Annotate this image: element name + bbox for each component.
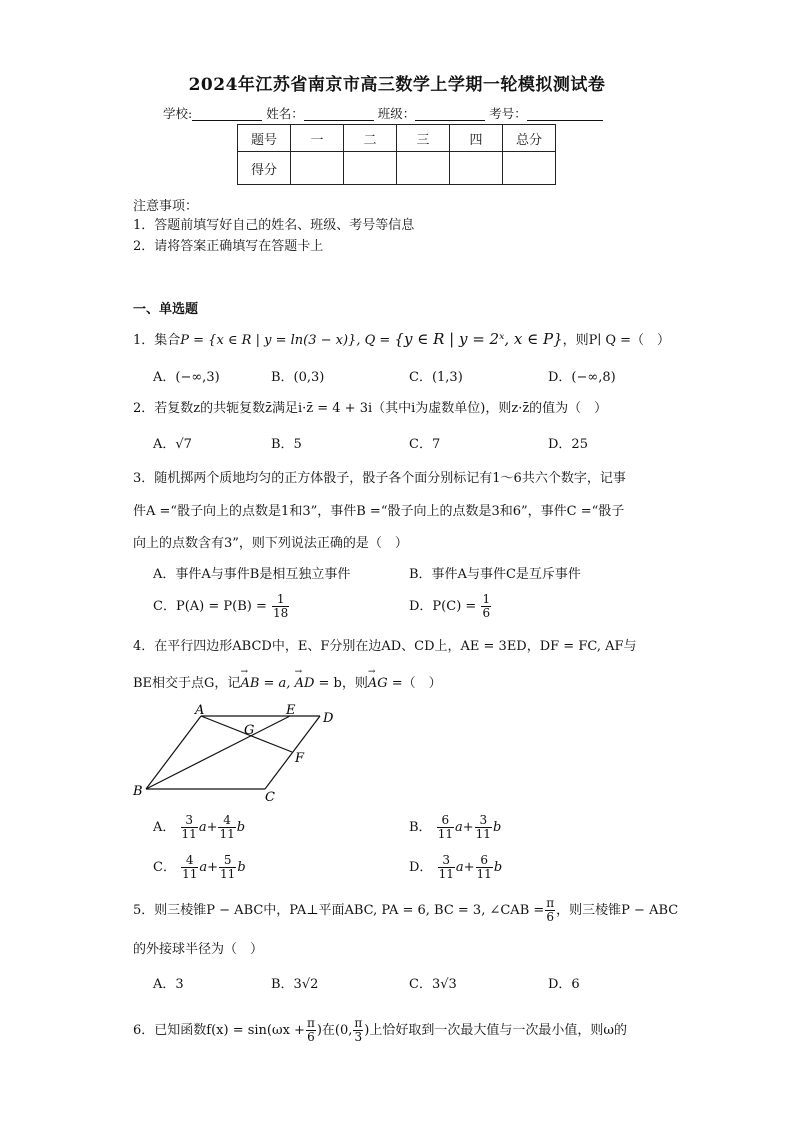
score-row-label: 得分 [238,152,291,185]
q5-option-c[interactable]: C．3√3 [409,977,457,992]
label-d: D [323,711,334,726]
fraction-numerator: 1 [482,592,491,606]
fraction-denominator: 11 [475,827,491,841]
q4-option-b[interactable]: B． $\frac{6}{11}$ a+ $\frac{3}{11}$ b [409,813,502,841]
score-table-header-row [238,125,556,152]
student-info-line [163,104,603,122]
fraction [272,593,289,620]
q4-option-d[interactable]: D． $\frac{3}{11}$ a+ $\frac{6}{11}$ b [409,853,503,881]
question-4-line: 4．在平行四边形ABCD中，E、F分别在边AD、CD上，AE = 3ED，DF = FC, AF与 [133,639,637,654]
question-5-line [133,897,678,924]
section-heading: 一、单选题 [133,302,199,317]
question-6-line [133,1017,627,1044]
q1-option-c[interactable]: C．(1,3) [409,370,463,385]
q5-text-end: ，则三棱锥P − ABC [556,903,679,918]
score-cell[interactable] [344,152,397,185]
q3-option-b[interactable]: B．事件A与事件C是互斥事件 [409,567,581,582]
q5-text: 5．则三棱锥P − ABC中，PA⊥平面ABC, PA = 6, BC = 3, ∠CAB = [133,903,545,918]
fraction-numerator: π [354,1016,363,1030]
fraction-denominator: 6 [546,910,555,924]
fraction [545,897,555,924]
parallelogram-figure [130,700,350,805]
label-a: A [195,703,205,718]
fraction-numerator: 5 [219,854,236,868]
q1-option-a[interactable]: A．(−∞,3) [153,370,220,385]
fraction [481,593,491,620]
label-g: G [244,723,255,738]
label-c: C [265,790,275,805]
q1-set-q: {y ∈ R | y = 2ˣ, x ∈ P} [394,330,563,348]
vector-b: b [492,820,502,835]
score-table [237,124,556,185]
score-table-row [238,152,556,185]
score-cell[interactable] [503,152,556,185]
exam-number-label: 考号： [489,106,527,121]
q4-option-c[interactable]: C． $\frac{4}{11}$ a+ $\frac{5}{11}$ b [153,853,246,881]
fraction [476,854,493,881]
score-cell[interactable] [397,152,450,185]
vector-a: a [454,820,463,835]
fraction-denominator: 6 [307,1030,315,1044]
question-3-line: 3．随机掷两个质地均匀的正方体骰子，骰子各个面分别标记有1～6共六个数字，记事 [133,471,626,486]
q5-option-b[interactable]: B．3√2 [271,977,319,992]
fraction [438,854,455,881]
exam-number-blank[interactable] [527,107,603,121]
question-3-line: 件A =“骰子向上的点数是1和3”，事件B =“骰子向上的点数是3和6”，事件C =“骰子 [133,504,625,519]
fraction-denominator: 11 [476,867,492,881]
fraction [306,1017,316,1044]
option-label: D． [409,860,433,875]
question-5-line: 的外接球半径为（ ） [133,942,264,957]
q4-text-end: =（ ） [387,676,442,691]
note-item: 2．请将答案正确填写在答题卡上 [133,239,324,254]
q4-text: BE相交于点G，记 [133,676,241,691]
fraction [437,814,454,841]
option-label: A． [153,820,176,835]
fraction-numerator: 1 [272,593,289,607]
score-cell[interactable] [450,152,503,185]
fraction [475,814,492,841]
school-blank[interactable] [192,107,262,121]
q3-option-c-text: C．P(A) = P(B) = [153,599,267,614]
fraction-denominator: 6 [482,606,491,620]
score-header-cell: 四 [450,125,503,152]
option-label: C． [153,860,176,875]
fraction-denominator: 3 [354,1030,363,1044]
vector-ag: → AG [368,676,388,691]
q1-option-d[interactable]: D．(−∞,8) [548,370,616,385]
fraction-denominator: 11 [219,827,235,841]
q1-suffix: ，则P∣ Q =（ ） [562,333,671,348]
name-blank[interactable] [304,107,374,121]
edge-ba [146,716,201,789]
vector-a: a [198,820,207,835]
q6-text-end: )上恰好取到一次最大值与一次最小值，则ω的 [364,1023,627,1038]
fraction [181,814,198,841]
fraction [218,814,235,841]
name-label: 姓名： [266,106,304,121]
question-2: 2．若复数z的共轭复数z̄满足i·z̄ = 4 + 3i（其中i为虚数单位)，则z·z̄的值为（ ） [133,401,608,416]
vector-b: b [237,860,246,875]
q3-option-d[interactable] [409,593,492,620]
fraction [181,854,198,881]
q5-option-a[interactable]: A．3 [153,977,184,992]
fraction [353,1017,363,1044]
q2-option-b[interactable]: B．5 [271,437,302,452]
fraction-numerator: 4 [218,814,235,828]
score-header-cell: 总分 [503,125,556,152]
q6-text: )在(0, [316,1023,353,1038]
q3-option-c[interactable] [153,593,290,620]
score-header-cell: 二 [344,125,397,152]
fraction-denominator: 11 [437,827,453,841]
option-label: B． [409,820,432,835]
fraction-denominator: 11 [220,867,236,881]
note-item: 1．答题前填写好自己的姓名、班级、考号等信息 [133,218,415,233]
page-title: 2024年江苏省南京市高三数学上学期一轮模拟测试卷 [188,75,606,95]
school-label: 学校: [163,106,193,121]
q4-option-a[interactable]: A． $\frac{3}{11}$ a+ $\frac{4}{11}$ b [153,813,246,841]
q2-option-d[interactable]: D．25 [548,437,588,452]
label-e: E [286,703,296,718]
score-header-cell: 三 [397,125,450,152]
vector-a: a [199,860,208,875]
q6-text: 6．已知函数f(x) = sin(ωx + [133,1023,305,1038]
fraction-numerator: 3 [438,854,455,868]
fraction-numerator: π [306,1016,315,1030]
fraction-numerator: 6 [476,854,493,868]
q2-option-c[interactable]: C．7 [409,437,441,452]
label-f: F [295,751,305,766]
fraction-denominator: 11 [438,867,454,881]
fraction-numerator: 4 [181,854,198,868]
vector-a: a [455,860,464,875]
score-header-cell: 题号 [238,125,291,152]
score-header-cell: 一 [291,125,344,152]
vector-ad: → AD [295,676,315,691]
question-3-line: 向上的点数含有3”，则下列说法正确的是（ ） [133,536,408,551]
fraction-numerator: π [546,896,555,910]
fraction-numerator: 3 [475,814,492,828]
q3-option-d-text: D．P(C) = [409,599,477,614]
fraction-denominator: 11 [181,827,197,841]
score-cell[interactable] [291,152,344,185]
vector-b: b [493,860,503,875]
vector-ab: → AB [240,676,259,691]
q2-option-a[interactable]: A．√7 [153,437,192,452]
question-4-line [133,672,442,691]
vector-b: b [236,820,246,835]
q3-option-a[interactable]: A．事件A与事件B是相互独立事件 [153,567,351,582]
fraction-denominator: 18 [273,606,289,620]
q4-eq: = b，则 [314,676,368,691]
segment-be [146,716,290,789]
fraction-numerator: 6 [437,814,454,828]
q5-option-d[interactable]: D．6 [548,977,580,992]
notes-heading: 注意事项： [133,199,199,214]
q1-option-b[interactable]: B．(0,3) [271,370,325,385]
edge-dc [265,716,320,789]
question-1 [133,329,670,348]
class-blank[interactable] [415,107,485,121]
fraction-numerator: 3 [181,814,198,828]
label-b: B [133,784,143,799]
q1-prefix: 1．集合 [133,333,181,348]
q4-eq: = a, [259,676,295,691]
class-label: 班级： [377,106,416,121]
fraction-denominator: 11 [182,867,198,881]
q1-set-p: P = {x ∈ R | y = ln(3 − x)}, Q = [180,333,395,348]
fraction [219,854,236,881]
